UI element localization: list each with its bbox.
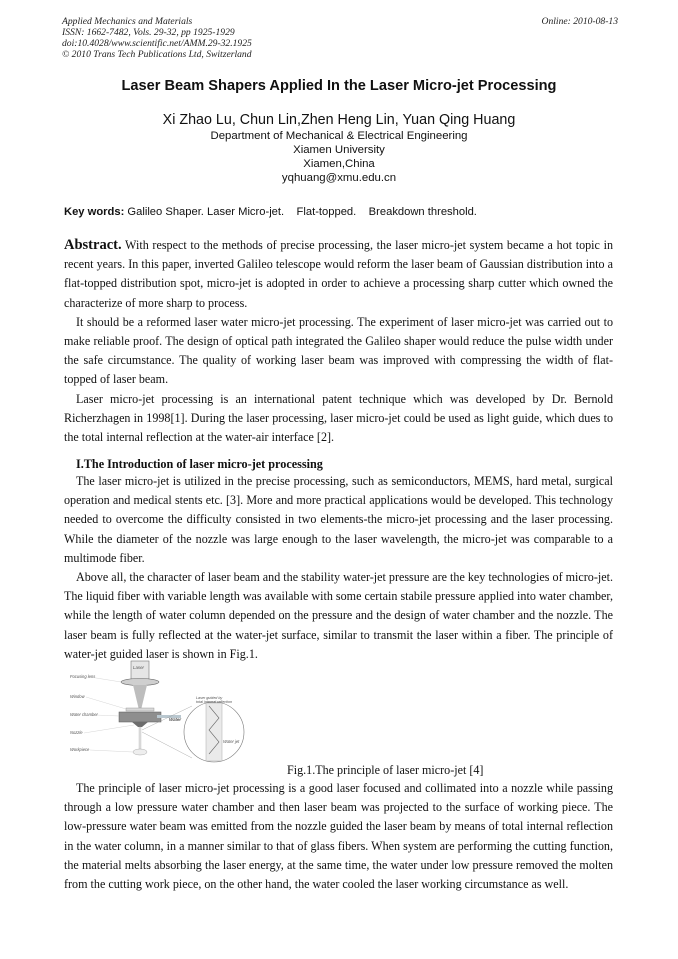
journal-header (62, 16, 618, 60)
figure-caption: Fig.1.The principle of laser micro-jet [4] (287, 763, 484, 777)
focusing-lens-icon (121, 679, 159, 686)
label-water-chamber: Water chamber (70, 712, 98, 717)
section-1-body-continued (64, 779, 613, 894)
abstract-paragraph-2: It should be a reformed laser water micro-jet processing. The experiment of laser micro-jet was carried out to make reliable proof. The design of optical path integrated the Galileo shaper would reduce the pulse width under the safe circumstance. The quality of working laser beam was improved with compressing the width of flat-topped of laser beam. (64, 314, 613, 387)
workpiece-spot (133, 749, 147, 755)
doi-line: doi:10.4028/www.scientific.net/AMM.29-32.1925 (62, 38, 252, 49)
abstract-block (64, 236, 613, 447)
issn-line: ISSN: 1662-7482, Vols. 29-32, pp 1925-1929 (62, 27, 235, 38)
label-water-jet: Water jet (223, 739, 240, 744)
section-1-paragraph-3: The principle of laser micro-jet processing is a good laser focused and collimated into a nozzle while passing through a low pressure water chamber and then laser beam was projected to the surface of working piece. The low-pressure water beam was emitted from the nozzle guided the laser beam by means of total internal reflection in the water column, in a manner similar to that of glass fibers. When system are performing the cutting function, the material melts absorbing the laser energy, at the same time, the water under low pressure removed the molten from the cutting work piece, on the other hand, the water cooled the laser working circumstance as well. (64, 781, 613, 892)
water-jet-column (139, 727, 141, 751)
window-icon (126, 708, 154, 711)
leader-line (90, 750, 133, 752)
abstract-paragraph-3: Laser micro-jet processing is an international patent technique which was developed by Dr. Bernold Richerzhagen in 1998[1]. During the laser processing, laser micro-jet could be used as light guide, which dues to the total internal reflection at the water-air interface [2]. (64, 391, 613, 445)
author-list: Xi Zhao Lu, Chun Lin,Zhen Heng Lin, Yuan Qing Huang (162, 112, 516, 128)
keywords-label: Key words: (64, 206, 125, 218)
affiliation-university: Xiamen University (293, 144, 385, 156)
leader-line (86, 697, 126, 709)
leader-line (96, 715, 119, 716)
journal-name: Applied Mechanics and Materials (62, 16, 193, 27)
figure-laser-microjet-diagram (64, 658, 261, 770)
label-workpiece: Workpiece (70, 747, 90, 752)
laser-source (131, 661, 149, 679)
affiliation-department: Department of Mechanical & Electrical Engineering (210, 130, 468, 142)
affiliation-city: Xiamen,China (303, 158, 375, 170)
section-1-paragraph-1: The laser micro-jet is utilized in the precise processing, such as semiconductors, MEMS, hard metal, surgical operation and medical stents etc. [3]. More and more practical applications would be developed. This technology needed to overcome the difficulty consisted in two elements-the micro-jet processing and the laser processing. While the diameter of the nozzle was large enough to the laser wavelength, the micro-jet was comparable to a multimode fiber. (64, 474, 613, 565)
abstract-label: Abstract. (64, 237, 122, 253)
water-chamber-icon (119, 712, 161, 722)
label-guided-line-1: Laser guided by (196, 696, 223, 700)
copyright-line: © 2010 Trans Tech Publications Ltd, Switzerland (62, 49, 252, 60)
leader-line (84, 725, 134, 733)
label-window: Window (70, 694, 85, 699)
label-guided-line-2: total internal reflection (196, 700, 233, 704)
focused-beam (133, 685, 147, 710)
section-1-paragraph-2: Above all, the character of laser beam and the stability water-jet pressure are the key technologies of micro-jet. The liquid fiber with variable length was available with some certain stabile pressure applied into water chamber, while the length of water column depended on the pressure and the design of water chamber and the nozzle. The laser beam is fully reflected at the water-jet surface, similar to transmit the laser within a fiber. The principle of water-jet guided laser is shown in Fig.1. (64, 570, 613, 661)
label-nozzle: Nozzle (70, 730, 83, 735)
keywords-line (64, 206, 624, 218)
label-focusing-lens: Focusing lens (70, 674, 96, 679)
online-date: Online: 2010-08-13 (541, 16, 618, 27)
leader-line (90, 677, 121, 682)
author-email: yqhuang@xmu.edu.cn (281, 172, 397, 184)
nozzle-icon (132, 722, 148, 727)
section-heading: I.The Introduction of laser micro-jet processing (76, 457, 323, 471)
abstract-paragraph-1: Abstract. With respect to the methods of precise processing, the laser micro-jet system became a hot topic in recent years. In this paper, inverted Galileo telescope would reform the laser beam of Gaussian distribution into a flat-topped distribution spot, micro-jet is adopted in order to achieve a processing sharp cutter which owned the characterize of more sharp to process. (64, 237, 613, 310)
keywords-text: Galileo Shaper. Laser Micro-jet. Flat-topped. Breakdown threshold. (124, 206, 477, 218)
section-1-body (64, 472, 613, 664)
paper-title: Laser Beam Shapers Applied In the Laser Micro-jet Processing (121, 78, 557, 94)
label-laser: Laser (133, 665, 144, 670)
label-water: Water (169, 717, 182, 722)
affiliation-block (0, 129, 678, 185)
